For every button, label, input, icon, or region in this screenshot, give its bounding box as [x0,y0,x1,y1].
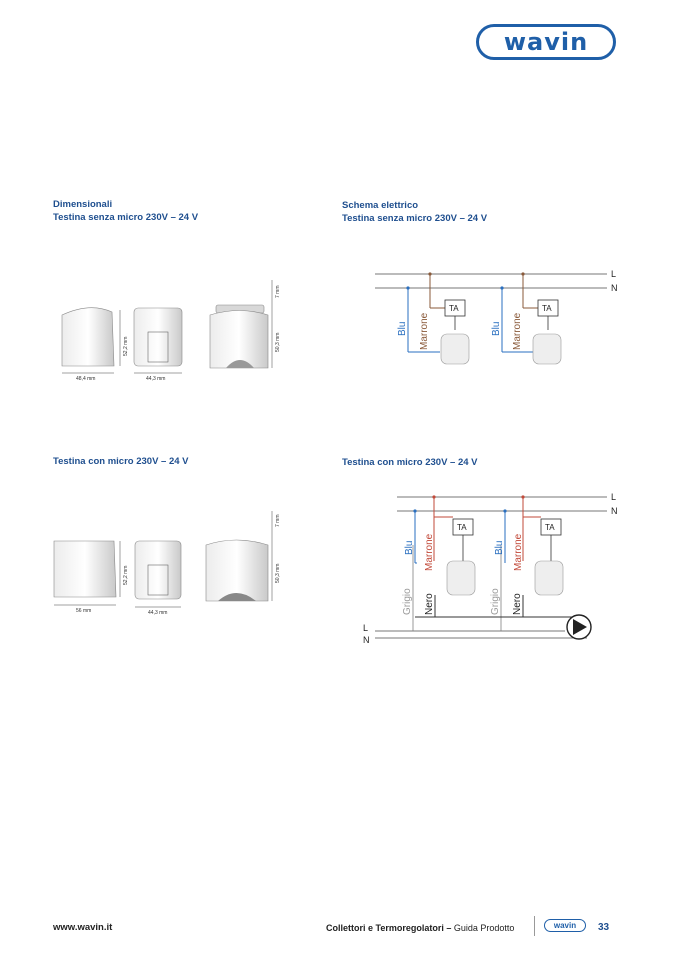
dim-top-micro: 7 mm [275,514,281,527]
ta-label-2: TA [542,304,552,313]
dimensions-heading [53,198,198,224]
dim-height-side: 52,2 mm [123,336,129,356]
with-micro-heading-left: Testina con micro 230V – 24 V [53,456,189,467]
wire-grey-label-2: Grigio [490,588,501,615]
dim-width-front-micro: 44,3 mm [148,610,168,616]
dim-height-side-micro: 52,2 mm [123,565,129,585]
wire-black-label-2: Nero [512,593,523,615]
circuit-micro-2 [490,495,563,631]
ta-label-micro-1: TA [457,523,467,532]
footer-title-bold: Collettori e Termoregolatori – [326,923,452,933]
with-micro-heading-right: Testina con micro 230V – 24 V [342,457,478,468]
dim-top: 7 mm [275,285,281,298]
wire-blue-label-1: Blu [397,321,408,336]
wire-brown-label-micro-2: Marrone [513,533,524,571]
line-n-label-micro: N [611,506,618,516]
footer-divider [534,916,535,936]
wire-brown-label-1: Marrone [419,312,430,350]
wire-black-label-1: Nero [424,593,435,615]
circuit-2 [491,272,561,364]
page-number: 33 [598,922,610,933]
dim-width-front: 44,3 mm [146,376,166,382]
pump-n-label: N [363,635,370,645]
dim-width-side-micro: 56 mm [76,608,92,614]
dimensions-title: Dimensionali [53,199,113,210]
actuator-dimension-drawing-no-micro [40,270,290,395]
wire-blue-label-micro-1: Blu [404,540,415,555]
wiring-heading [342,199,487,225]
ta-label-1: TA [449,304,459,313]
wire-blue-label-micro-2: Blu [494,540,505,555]
wire-brown-label-micro-1: Marrone [424,533,435,571]
footer-title-rest: Guida Prodotto [451,923,515,933]
wiring-diagram-with-micro [355,485,625,650]
pump-icon [567,615,591,639]
wiring-diagram-no-micro [355,260,625,390]
footer-url[interactable]: www.wavin.it [53,922,113,933]
dim-height-3q-micro: 50,3 mm [275,563,281,583]
dim-width-side: 48,4 mm [76,376,96,382]
footer-wavin-logo: wavin [544,919,586,932]
circuit-micro-1 [402,495,475,631]
line-l-label-micro: L [611,492,617,502]
wiring-subtitle: Testina senza micro 230V – 24 V [342,213,488,224]
dim-height-3q: 50,3 mm [275,332,281,352]
wiring-title: Schema elettrico [342,200,419,211]
actuator-dimension-drawing-with-micro [40,505,290,625]
wire-brown-label-2: Marrone [512,312,523,350]
footer-title [326,923,514,933]
wavin-logo: wavin [476,24,616,60]
line-l-label: L [611,269,617,279]
pump-l-label: L [363,623,369,633]
circuit-1 [397,272,469,364]
wire-grey-label-1: Grigio [402,588,413,615]
line-n-label: N [611,283,618,293]
ta-label-micro-2: TA [545,523,555,532]
dimensions-subtitle: Testina senza micro 230V – 24 V [53,212,199,223]
wire-blue-label-2: Blu [491,321,502,336]
